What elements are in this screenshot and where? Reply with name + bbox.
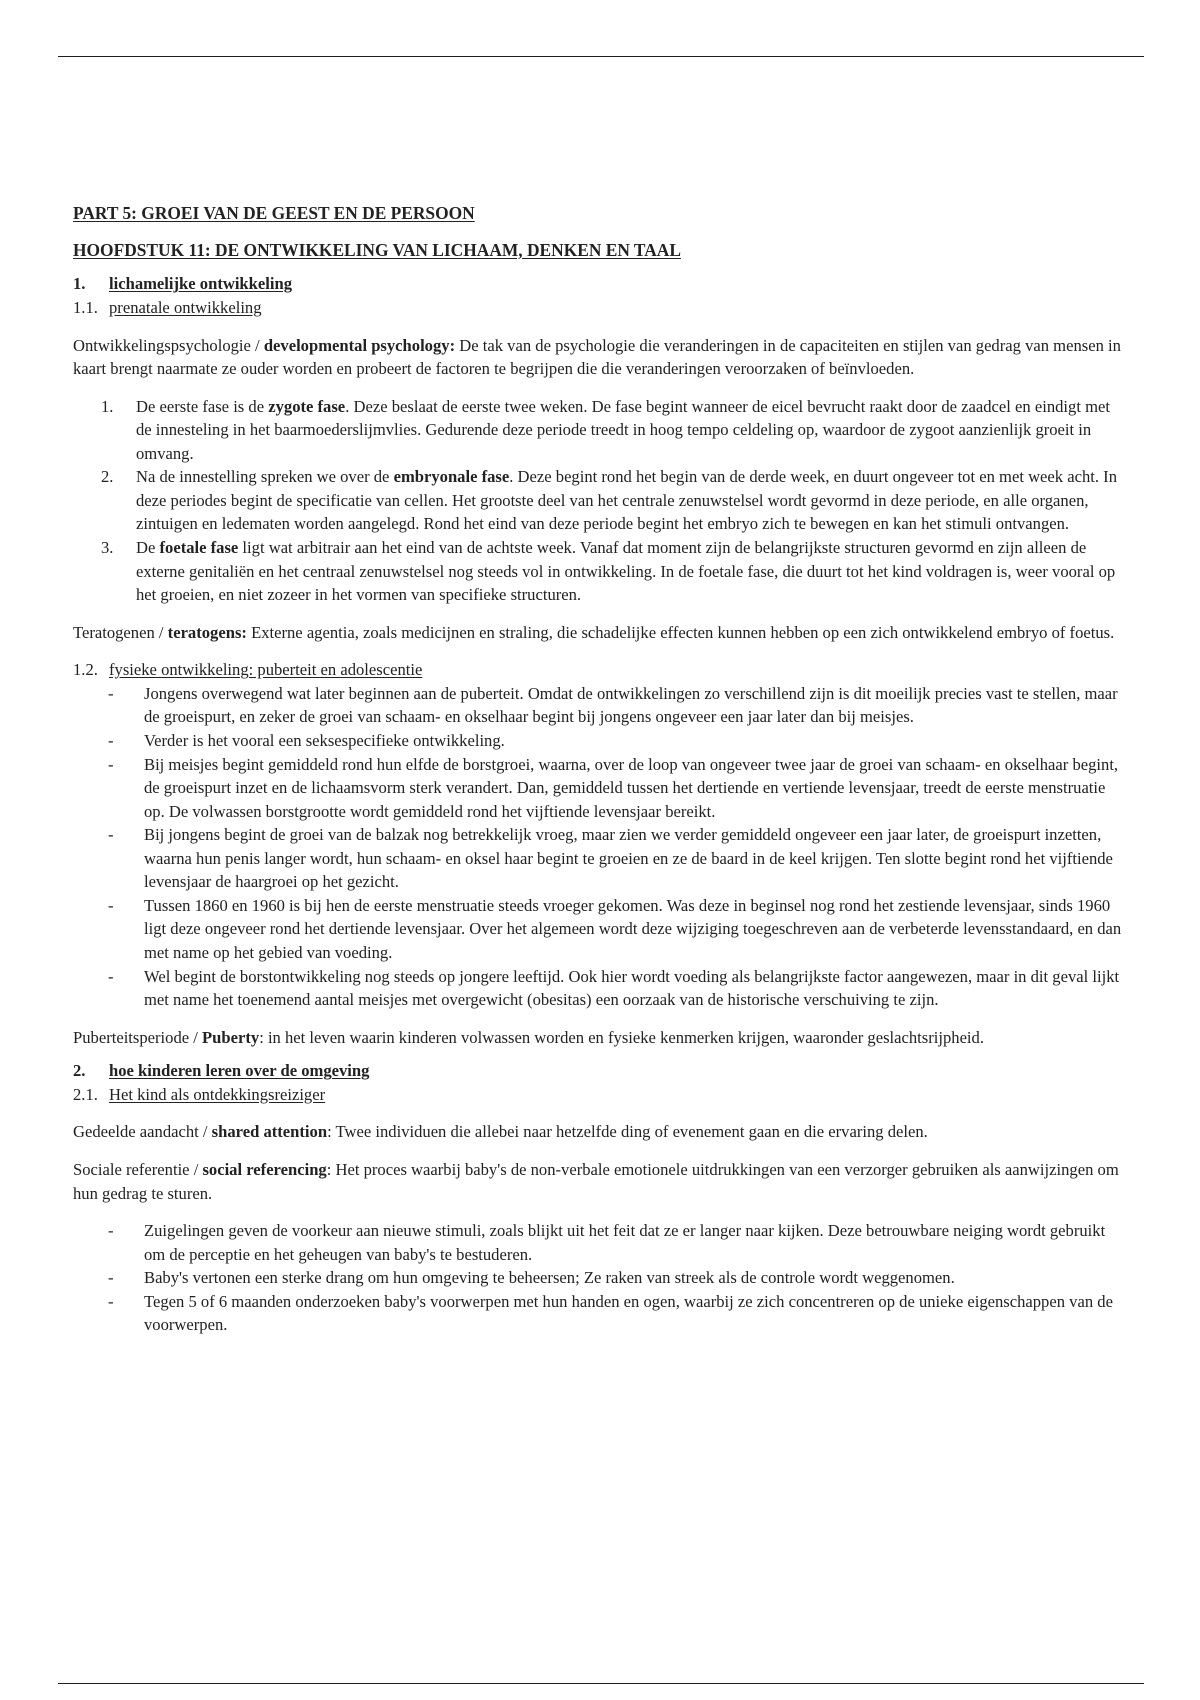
section-number: 2. [73,1061,86,1081]
list-text: ligt wat arbitrair aan het eind van de achtste week. Vanaf dat moment zijn de belangrijkste structuren gevormd en zijn alleen de externe genitaliën en het centraal zenuwstelsel nog steeds vol in ontwikkeling. In de foetale fase, die duurt tot het kind voldragen is, weer vooral op het groeien, en niet zozeer in het vormen van specifieke structuren. [136,538,1116,605]
list-text: Bij jongens begint de groei van de balzak nog betrekkelijk vroeg, maar zien we verder gemiddeld ongeveer een jaar later, de groeispurt inzetten, waarna hun penis langer wordt, hun schaam- en oksel haar begint te groeien en ze de baard in de keel krijgen. Ten slotte begint rond het vijftiende levensjaar de haargroei op het gezicht. [144,825,1113,892]
section-title: hoe kinderen leren over de omgeving [109,1061,370,1081]
list-text: Bij meisjes begint gemiddeld rond hun elfde de borstgroei, waarna, over de loop van ongeveer twee jaar de groei van schaam- en okselhaar begint, de groeispurt inzet en de lichaamsvorm sterk verandert. Dan, gemiddeld tussen het dertiende en vertiende levensjaar, treedt de eerste menstruatie op. De volwassen borstgrootte wordt gemiddeld rond het vijftiende levensjaar bereikt. [144,754,1119,821]
list-keyword: embryonale fase [393,467,510,487]
definition-term-en: shared attention [211,1122,328,1142]
list-marker: - [108,1291,114,1311]
list-item [73,682,1125,729]
definition-teratogens [73,621,1125,645]
list-text: . Deze begint rond het begin van de derde week, en duurt ongeveer tot en met week acht. In deze periodes begint de specificatie van cellen. Het grootste deel van het centrale zenuwstelsel wordt gevormd in deze periode, en alle organen, zintuigen en ledematen worden aangelegd. Rond het eind van deze periode begint het embryo zich te bewegen en kan het stimuli ontvangen. [136,467,1117,534]
list-keyword: zygote fase [268,396,346,416]
subsection-title: prenatale ontwikkeling [109,297,262,317]
list-item [73,1219,1125,1266]
definition-term: Puberteitsperiode / [73,1027,203,1047]
section-number: 1. [73,274,86,294]
list-text: Baby's vertonen een sterke drang om hun omgeving te beheersen; Ze raken van streek als de controle wordt weggenomen. [144,1268,955,1288]
list-item [73,729,1125,753]
list-marker: - [108,730,114,750]
list-marker: - [108,1268,114,1288]
list-marker: 1. [101,396,114,416]
list-keyword: foetale fase [159,538,239,558]
list-text: De eerste fase is de [136,396,269,416]
subsection-2-1-heading [73,1083,1125,1107]
subsection-title: fysieke ontwikkeling: puberteit en adolescentie [109,660,423,680]
list-text: Wel begint de borstontwikkeling nog steeds op jongere leeftijd. Ook hier wordt voeding als belangrijkste factor aangewezen, maar in dit geval lijkt met name het toenemend aantal meisjes met overgewicht (obesitas) een oorzaak van de historische verschuiving te zijn. [144,966,1120,1010]
footer-rule [58,1683,1144,1684]
section-1-heading [73,272,1125,296]
definition-term: Sociale referentie / [73,1159,203,1179]
section-title: lichamelijke ontwikkeling [109,274,293,294]
list-marker: 2. [101,467,114,487]
list-item [73,395,1125,466]
list-marker: - [108,683,114,703]
subsection-1-2-heading [73,658,1125,682]
definition-term: Ontwikkelingspsychologie / [73,335,264,355]
list-item [73,1290,1125,1337]
definition-text: : in het leven waarin kinderen volwassen worden en fysieke kenmerken krijgen, waaronder geslachtsrijpheid. [259,1027,984,1047]
subsection-number: 2.1. [73,1084,98,1104]
list-marker: - [108,754,114,774]
definition-term-en: Puberty [202,1027,260,1047]
list-text: Na de innestelling spreken we over de [136,467,394,487]
chapter-title: HOOFDSTUK 11: DE ONTWIKKELING VAN LICHAAM, DENKEN EN TAAL [73,239,681,260]
definition-puberty [73,1026,1125,1050]
document-body [73,201,1125,1337]
definition-text: Externe agentia, zoals medicijnen en straling, die schadelijke effecten kunnen hebben op een zich ontwikkelend embryo of foetus. [246,622,1115,642]
section-2-heading [73,1059,1125,1083]
list-marker: - [108,1221,114,1241]
subsection-number: 1.2. [73,660,98,680]
list-marker: 3. [101,538,114,558]
definition-developmental-psychology [73,334,1125,381]
list-marker: - [108,825,114,845]
definition-term-en: developmental psychology: [263,335,456,355]
list-text: Jongens overwegend wat later beginnen aan de puberteit. Omdat de ontwikkelingen zo verschillend zijn is dit moeilijk precies vast te stellen, maar de groeispurt, en zeker de groei van schaam- en okselhaar begint bij jongens ongeveer een jaar later dan bij meisjes. [144,683,1118,727]
list-text: De [136,538,160,558]
definition-term: Teratogenen / [73,622,168,642]
list-item [73,965,1125,1012]
definition-text: : Het proces waarbij baby's de non-verbale emotionele uitdrukkingen van een verzorger gebruiken als aanwijzingen om hun gedrag te sturen. [73,1159,1119,1203]
prenatal-phases-list [73,395,1125,607]
list-item [73,753,1125,824]
definition-term-en: teratogens: [167,622,247,642]
puberty-bullet-list [73,682,1125,1012]
definition-term: Gedeelde aandacht / [73,1122,212,1142]
subsection-1-1-heading [73,296,1125,320]
list-marker: - [108,966,114,986]
subsection-title: Het kind als ontdekkingsreiziger [109,1084,326,1104]
list-marker: - [108,895,114,915]
definition-text: : Twee individuen die allebei naar hetzelfde ding of evenement gaan en die ervaring delen. [327,1122,928,1142]
definition-text: De tak van de psychologie die veranderingen in de capaciteiten en stijlen van gedrag van mensen in kaart brengt naarmate ze ouder worden en probeert de factoren te begrijpen die die veranderingen veroorzaken of beïnvloeden. [73,335,1121,379]
list-text: Tussen 1860 en 1960 is bij hen de eerste menstruatie steeds vroeger gekomen. Was deze in beginsel nog rond het zestiende levensjaar, sinds 1960 ligt deze ongeveer rond het dertiende levensjaar. Over het algemeen wordt deze wijziging toegeschreven aan de verbeterde levensstandaard, en dan met name op het gebied van voeding. [144,895,1122,963]
list-item [73,536,1125,607]
header-rule [58,56,1144,57]
definition-term-en: social referencing [202,1159,327,1179]
list-text: . Deze beslaat de eerste twee weken. De fase begint wanneer de eicel bevrucht raakt door de zaadcel en eindigt met de innesteling in het baarmoederslijmvlies. Gedurende deze periode treedt in hoog tempo celdeling op, waardoor de zygoot aanzienlijk groeit in omvang. [136,396,1110,463]
list-item [73,465,1125,536]
list-text: Verder is het vooral een seksespecifieke ontwikkeling. [144,730,505,750]
infant-bullet-list [73,1219,1125,1337]
subsection-number: 1.1. [73,297,98,317]
definition-social-referencing [73,1158,1125,1205]
list-item [73,1266,1125,1290]
list-text: Tegen 5 of 6 maanden onderzoeken baby's voorwerpen met hun handen en ogen, waarbij ze zich concentreren op de unieke eigenschappen van de voorwerpen. [144,1291,1113,1335]
list-text: Zuigelingen geven de voorkeur aan nieuwe stimuli, zoals blijkt uit het feit dat ze er langer naar kijken. Deze betrouwbare neiging wordt gebruikt om de perceptie en het geheugen van baby's te bestuderen. [144,1221,1106,1264]
part-title: PART 5: GROEI VAN DE GEEST EN DE PERSOON [73,203,475,223]
list-item [73,823,1125,894]
list-item [73,894,1125,965]
definition-shared-attention [73,1120,1125,1144]
